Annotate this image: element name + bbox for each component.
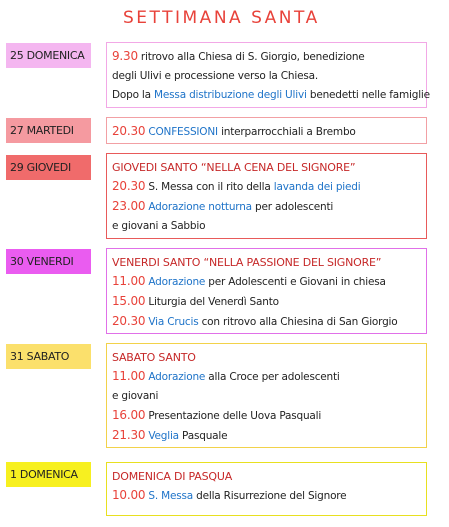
event-highlight: Veglia (148, 430, 179, 442)
day-tag: 25 DOMENICA (6, 43, 91, 68)
day-tag: 30 VENERDI (6, 249, 91, 274)
event-text: con ritrovo alla Chiesina di San Giorgio (198, 316, 398, 328)
day-heading: GIOVEDI SANTO “NELLA CENA DEL SIGNORE” (112, 161, 356, 174)
event-line (112, 387, 421, 406)
event-time: 11.00 (112, 369, 146, 383)
day-heading: SABATO SANTO (112, 351, 196, 364)
event-text: alla Croce per adolescenti (205, 371, 340, 383)
event-text: Pasquale (178, 430, 228, 442)
event-text: della Risurrezione del Signore (193, 490, 347, 502)
day-heading: VENERDI SANTO “NELLA PASSIONE DEL SIGNORE” (112, 256, 382, 269)
event-highlight: Adorazione notturna (148, 201, 252, 213)
event-text: Dopo la (112, 89, 155, 101)
day-tag: 29 GIOVEDI (6, 155, 91, 180)
event-time: 11.00 (112, 274, 146, 288)
event-line (112, 406, 421, 426)
day-card (106, 248, 427, 334)
event-text: e giovani (112, 390, 159, 402)
event-line (112, 292, 421, 312)
day-card (106, 117, 427, 144)
event-time: 15.00 (112, 294, 146, 308)
event-text: interparrocchiali a Brembo (217, 126, 356, 138)
event-highlight: Adorazione (148, 276, 206, 288)
day-tag: 31 SABATO (6, 344, 91, 369)
event-text: ritrovo alla Chiesa di S. Giorgio, benedizione (140, 51, 365, 63)
event-highlight: Adorazione (148, 371, 206, 383)
day-card (106, 153, 427, 239)
event-line (112, 367, 421, 387)
event-text: Liturgia del Venerdì Santo (148, 296, 279, 308)
event-highlight: Messa distribuzione degli Ulivi (154, 89, 307, 101)
day-heading: DOMENICA DI PASQUA (112, 470, 233, 483)
day-card (106, 343, 427, 448)
event-highlight: S. Messa (148, 490, 193, 502)
event-line (112, 47, 421, 67)
event-line (112, 67, 421, 86)
event-highlight: Via Crucis (148, 316, 199, 328)
event-highlight: lavanda dei piedi (273, 181, 361, 193)
event-line (112, 177, 421, 197)
day-card (106, 462, 427, 516)
event-line (112, 122, 421, 142)
event-time: 20.30 (112, 124, 146, 138)
event-text: e giovani a Sabbio (112, 220, 206, 232)
event-time: 16.00 (112, 408, 146, 422)
event-text: Presentazione delle Uova Pasquali (148, 410, 322, 422)
event-text: S. Messa con il rito della (148, 181, 274, 193)
event-time: 10.00 (112, 488, 146, 502)
event-line (112, 197, 421, 217)
event-line (112, 217, 421, 236)
event-time: 21.30 (112, 428, 146, 442)
event-time: 20.30 (112, 314, 146, 328)
day-tag: 1 DOMENICA (6, 462, 91, 487)
event-text: benedetti nelle famiglie (306, 89, 430, 101)
event-line (112, 86, 430, 105)
event-text: per Adolescenti e Giovani in chiesa (205, 276, 386, 288)
event-time: 9.30 (112, 49, 138, 63)
day-tag: 27 MARTEDI (6, 118, 91, 143)
event-line (112, 272, 421, 292)
event-line (112, 426, 421, 446)
event-line (112, 312, 421, 332)
page-title: SETTIMANA SANTA (123, 8, 320, 28)
event-time: 23.00 (112, 199, 146, 213)
event-highlight: CONFESSIONI (148, 126, 218, 138)
event-time: 20.30 (112, 179, 146, 193)
event-text: per adolescenti (251, 201, 334, 213)
day-card (106, 42, 430, 108)
event-text: degli Ulivi e processione verso la Chiesa. (112, 70, 319, 82)
event-line (112, 486, 421, 506)
